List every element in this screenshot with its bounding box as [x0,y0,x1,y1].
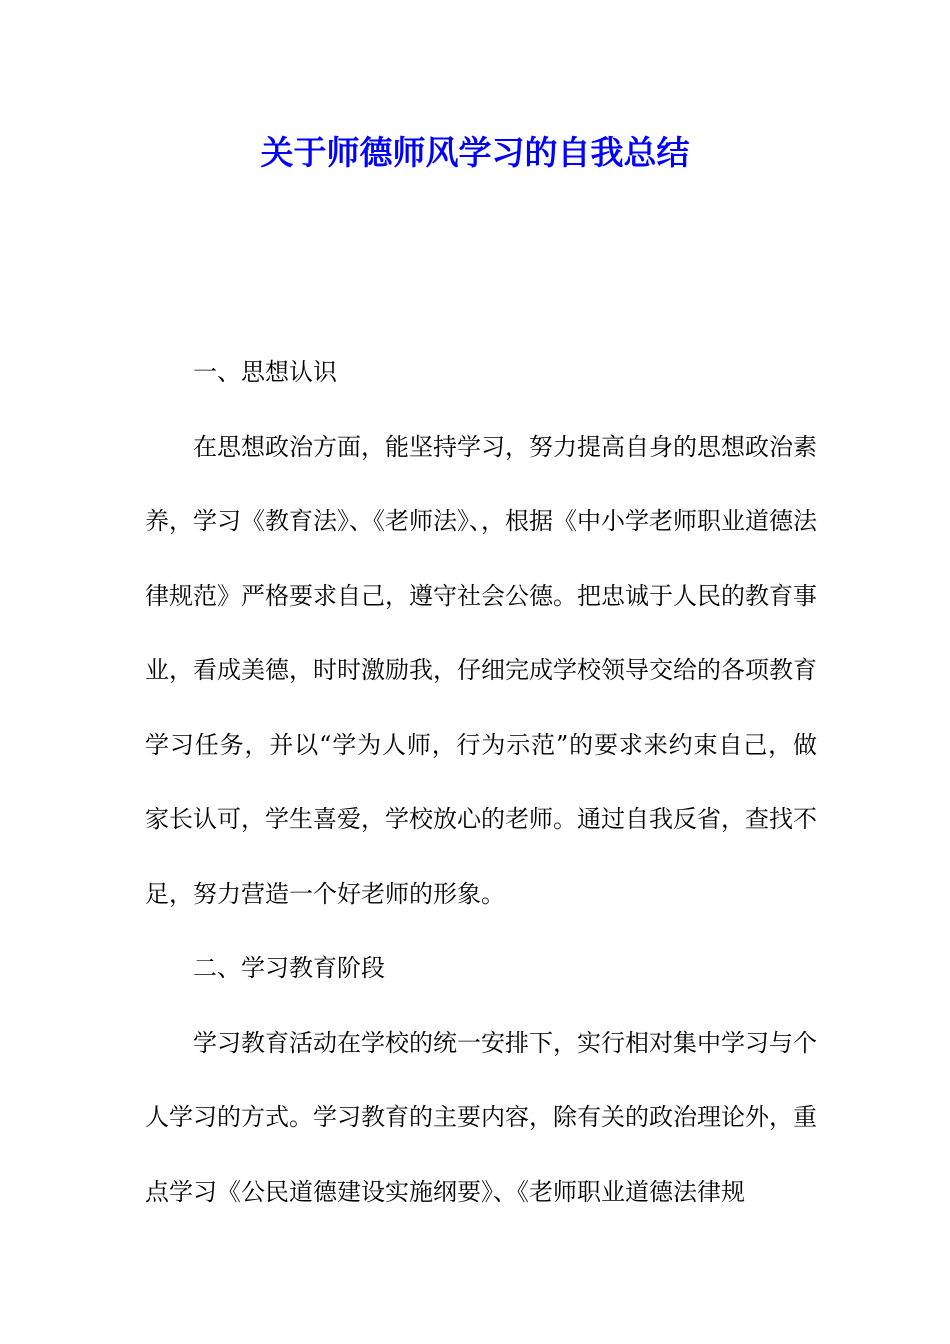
section-heading-1: 一、思想认识 [193,358,337,386]
section-paragraph-2: 学习教育活动在学校的统一安排下，实行相对集中学习与个人学习的方式。学习教育的主要内容，除有关的政治理论外，重点学习《公民道德建设实施纲要》、《老师职业道德法律规 [145,1028,817,1206]
section-paragraph-1: 在思想政治方面，能坚持学习，努力提高自身的思想政治素养，学习《教育法》、《老师法》、，根据《中小学老师职业道德法律规范》严格要求自己，遵守社会公德。把忠诚于人民的教育事业，看成美德，时时激励我，仔细完成学校领导交给的各项教育学习任务，并以“学为人师，行为示范”的要求来约束自己，做家长认可，学生喜爱，学校放心的老师。通过自我反省，查找不足，努力营造一个好老师的形象。 [145,432,817,908]
document-title: 关于师德师风学习的自我总结 [260,133,690,172]
section-heading-2: 二、学习教育阶段 [193,954,385,982]
document-body [145,335,817,1229]
